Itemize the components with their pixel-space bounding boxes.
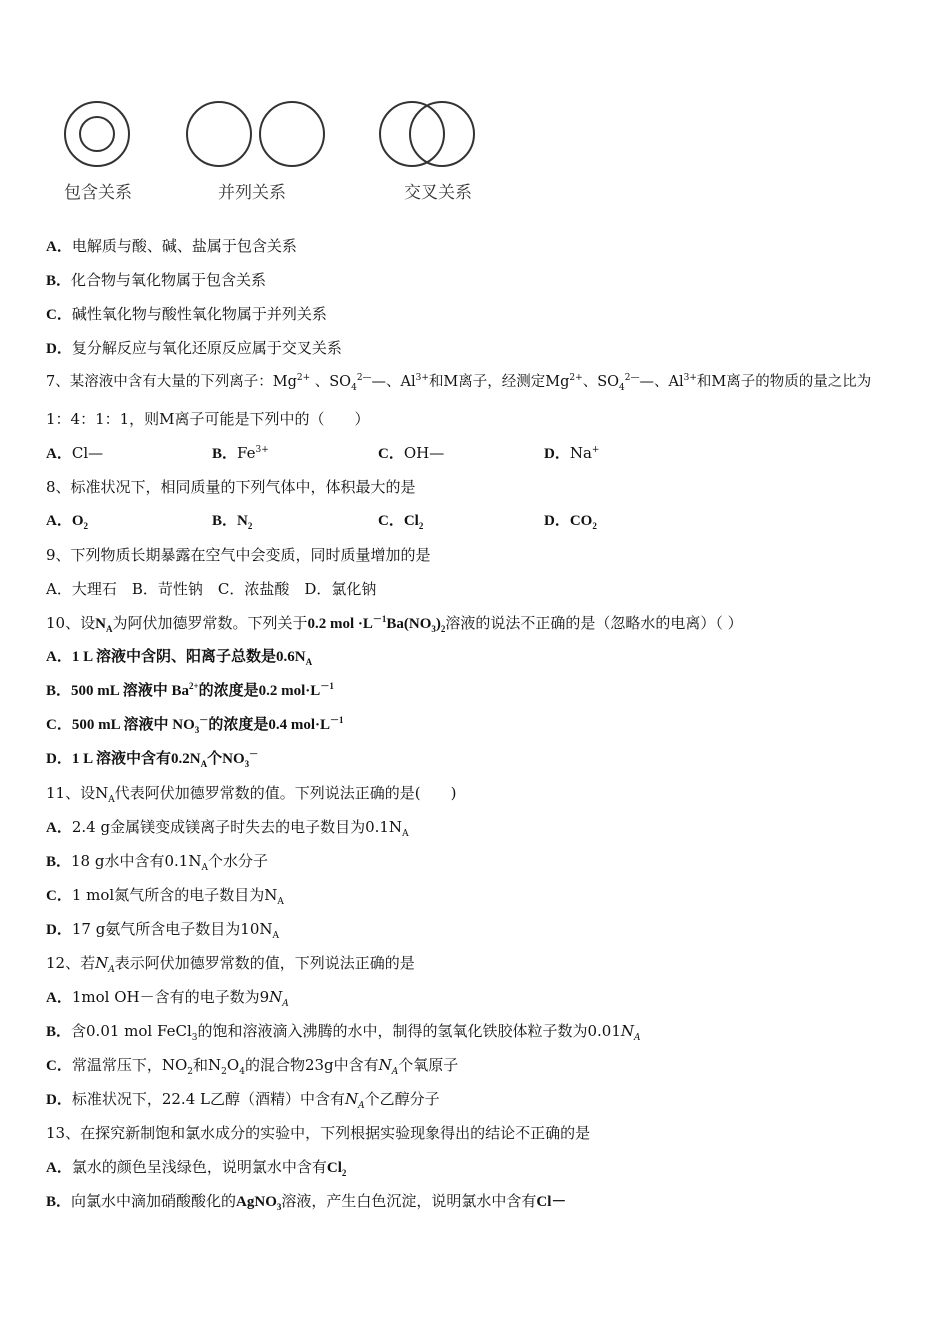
q6-option-b	[46, 270, 266, 291]
option-text: 复分解反应与氧化还原反应属于交叉关系	[71, 339, 342, 357]
text: 12、若	[46, 954, 96, 972]
sup: 2—	[356, 373, 372, 384]
text: 含0.01 mol FeCl	[71, 1022, 192, 1040]
text: 溶液的说法不正确的是（忽略水的电离）（ ）	[445, 614, 743, 632]
q11-option-b	[46, 851, 268, 872]
text: N	[344, 1090, 359, 1108]
text: 、SO	[582, 374, 620, 390]
sup: 2+	[569, 373, 583, 384]
q9-stem: 9、下列物质长期暴露在空气中会变质，同时质量增加的是	[46, 546, 431, 564]
text: 溶液中含阴、阳离子总数是	[96, 649, 277, 665]
text: 个	[207, 751, 223, 767]
sup: 3+	[255, 445, 269, 455]
text: 个乙醇分子	[364, 1090, 440, 1108]
option-letter: C．	[46, 717, 72, 733]
text: 1 L	[71, 751, 93, 767]
text: N	[378, 1056, 392, 1074]
text: N	[95, 954, 109, 972]
text: 0.4 mol·L	[268, 717, 330, 733]
text: 7、某溶液中含有大量的下列离子：Mg	[46, 374, 297, 390]
text: 常温常压下，NO	[71, 1056, 188, 1074]
sub: 2	[341, 1168, 347, 1178]
sup: －	[199, 715, 209, 725]
text: O	[226, 1056, 240, 1074]
q6-option-d	[46, 338, 342, 359]
text: 0.6N	[276, 649, 306, 665]
text: 0.2N	[171, 751, 201, 767]
parallel-left-circle	[187, 102, 251, 166]
sub: A	[200, 759, 208, 769]
text: NO	[172, 717, 195, 733]
text: －	[551, 1194, 567, 1210]
sub: 2	[592, 521, 597, 531]
sub: A	[105, 624, 113, 634]
parallel-label: 并列关系	[218, 183, 286, 203]
text: 溶液中	[123, 717, 169, 733]
option-text: 碱性氧化物与酸性氧化物属于并列关系	[71, 305, 327, 323]
sub: 4	[239, 1067, 245, 1077]
text: 的饱和溶液滴入沸腾的水中，制得的氢氧化铁胶体粒子数为0.01	[197, 1022, 621, 1040]
text: Ba(NO	[386, 616, 432, 632]
sub: 2	[418, 521, 424, 531]
q12-stem	[46, 953, 415, 973]
q8-option-c	[378, 511, 544, 531]
inclusion-outer-circle	[65, 102, 129, 166]
text: NO	[222, 751, 245, 767]
option-letter: B．	[212, 513, 238, 529]
option-letter: B．	[46, 854, 72, 870]
text: 500 mL	[71, 717, 120, 733]
sup: 2—	[624, 373, 640, 384]
sub: A	[201, 863, 208, 873]
q12-option-a	[46, 987, 289, 1008]
option-letter: C．	[46, 1058, 72, 1074]
sup: －	[249, 749, 259, 759]
q12-option-d	[46, 1089, 440, 1110]
sub: 2	[221, 1067, 227, 1077]
option-letter: C．	[46, 888, 72, 904]
text: 500 mL	[71, 683, 119, 699]
text: 表示阿伏加德罗常数的值，下列说法正确的是	[114, 954, 415, 972]
text: 标准状况下，22.4 L乙醇（酒精）中含有	[71, 1090, 345, 1108]
option-letter: A．	[46, 1160, 72, 1176]
text: 向氯水中滴加硝酸酸化的	[71, 1192, 237, 1210]
text: 、SO	[310, 374, 352, 390]
option-text: 化合物与氧化物属于包含关系	[71, 271, 267, 289]
sup: 3+	[415, 373, 429, 384]
option-text: CO	[569, 513, 593, 529]
option-letter: B．	[212, 446, 238, 462]
text: 个氧原子	[398, 1056, 459, 1074]
parallel-diagram	[187, 102, 324, 166]
text: 17 g氨气所含电子数目为10N	[71, 920, 273, 938]
text: 为阿伏加德罗常数。下列关于	[112, 614, 308, 632]
q12-option-b	[46, 1021, 641, 1042]
option-text: —	[429, 444, 445, 462]
option-text: Cl	[71, 444, 89, 462]
option-letter: D．	[46, 1092, 72, 1108]
q10-option-d	[46, 749, 258, 769]
text: 的混合物23g中含有	[244, 1056, 379, 1074]
text: 1 L	[71, 649, 93, 665]
option-text: —	[88, 444, 104, 462]
q8-stem: 8、标准状况下，相同质量的下列气体中，体积最大的是	[46, 478, 416, 496]
text: N	[269, 988, 283, 1006]
q10-stem	[46, 613, 743, 634]
text: 和M离子，经测定Mg	[428, 374, 570, 390]
sub: 3	[194, 725, 200, 735]
text: 0.2 mol ·L	[307, 616, 373, 632]
inclusion-inner-circle	[80, 117, 114, 151]
q7-stem-line2: 1：4：1：1，则M离子可能是下列中的（ ）	[46, 410, 370, 428]
sup: +	[591, 445, 600, 455]
q8-option-a	[46, 511, 212, 531]
q8-options	[46, 511, 746, 531]
sup: 2+	[188, 681, 199, 691]
option-letter: A．	[46, 513, 72, 529]
q6-option-a	[46, 236, 297, 257]
q13-option-a	[46, 1157, 346, 1178]
q6-option-c	[46, 304, 327, 325]
q7-options	[46, 443, 746, 464]
sub: A	[108, 965, 115, 975]
option-letter: A．	[46, 820, 72, 836]
sub: A	[282, 999, 289, 1009]
sub: 3	[431, 624, 436, 634]
sub: 3	[244, 759, 250, 769]
q10-option-c	[46, 715, 344, 735]
text: —、Al	[639, 374, 684, 390]
option-text: O	[71, 513, 84, 529]
option-letter: B．	[46, 683, 72, 699]
q7-option-b	[212, 443, 378, 464]
q12-option-c	[46, 1055, 458, 1076]
text: －	[139, 988, 155, 1006]
text: 和M离子的物质的量之比为	[696, 374, 872, 390]
q7-option-a	[46, 443, 212, 464]
text: 1 mol氮气所含的电子数目为N	[71, 886, 278, 904]
q10-option-a	[46, 647, 312, 667]
text: 的浓度是	[208, 717, 269, 733]
sub: A	[402, 829, 409, 839]
sub: A	[305, 657, 313, 667]
text: 2.4 g金属镁变成镁离子时失去的电子数目为0.1N	[71, 818, 403, 836]
text: 溶液中	[122, 683, 168, 699]
q7-stem-line1	[46, 372, 871, 392]
text: N	[95, 616, 106, 632]
sub: 2	[440, 624, 446, 634]
sub: 2	[187, 1067, 194, 1077]
intersection-label: 交叉关系	[404, 183, 472, 203]
inclusion-diagram	[65, 102, 129, 166]
parallel-right-circle	[260, 102, 324, 166]
text: 0.2 mol·L	[258, 683, 321, 699]
option-letter: A．	[46, 649, 72, 665]
text: AgNO	[236, 1194, 277, 1210]
intersection-left-circle	[380, 102, 444, 166]
option-letter: B．	[46, 1024, 72, 1040]
option-text: Fe	[237, 444, 256, 462]
option-letter: A．	[46, 990, 72, 1006]
q13-stem: 13、在探究新制饱和氯水成分的实验中，下列根据实验现象得出的结论不正确的是	[46, 1124, 591, 1142]
text: 的浓度是	[198, 683, 259, 699]
text: 溶液中含有	[96, 751, 172, 767]
intersection-diagram	[380, 102, 474, 166]
sub: 3	[276, 1202, 282, 1212]
text: 个水分子	[207, 852, 268, 870]
sub: 4	[619, 382, 625, 393]
sup: －1	[372, 614, 387, 624]
sub: A	[277, 897, 284, 907]
sub: 2	[247, 521, 253, 531]
sub: A	[272, 931, 280, 941]
text: N	[620, 1022, 635, 1040]
option-text: 电解质与酸、碱、盐属于包含关系	[71, 237, 297, 255]
q8-option-b	[212, 511, 378, 531]
q11-option-a	[46, 817, 409, 838]
option-letter: A．	[46, 446, 72, 462]
text: Cl	[326, 1160, 342, 1176]
sup: －1	[330, 715, 344, 725]
text: 含有的电子数为9	[154, 988, 270, 1006]
option-text: N	[237, 513, 248, 529]
option-letter: D．	[46, 922, 72, 938]
option-letter: D．	[46, 751, 72, 767]
sub: 3	[191, 1033, 198, 1043]
text: 氯水的颜色呈浅绿色，说明氯水中含有	[71, 1158, 327, 1176]
text: —、Al	[371, 374, 416, 390]
sub: A	[391, 1067, 399, 1077]
sub: A	[634, 1033, 641, 1043]
sup: 3+	[683, 373, 697, 384]
option-text: Na	[569, 444, 592, 462]
option-letter: C．	[378, 513, 404, 529]
sup: 2+	[296, 373, 311, 384]
q11-option-c	[46, 885, 284, 906]
option-letter: C．	[378, 446, 404, 462]
option-letter: D．	[544, 513, 570, 529]
inclusion-label: 包含关系	[64, 183, 132, 203]
q11-stem	[46, 783, 456, 803]
option-letter: B．	[46, 273, 72, 289]
option-letter: D．	[46, 341, 72, 357]
text: 代表阿伏加德罗常数的值。下列说法正确的是( )	[114, 784, 457, 802]
text: 和N	[193, 1056, 222, 1074]
q10-option-b	[46, 681, 334, 701]
text: Ba	[171, 683, 189, 699]
text: 10、设	[46, 614, 96, 632]
text: 溶液，产生白色沉淀，说明氯水中含有	[281, 1192, 537, 1210]
q7-option-c	[378, 443, 544, 464]
option-letter: D．	[544, 446, 570, 462]
q8-option-d	[544, 511, 710, 531]
sub: 2	[83, 521, 89, 531]
option-text: Cl	[403, 513, 419, 529]
text: 1mol OH	[71, 988, 140, 1006]
q13-option-b	[46, 1191, 566, 1212]
q11-option-d	[46, 919, 279, 940]
intersection-right-circle	[410, 102, 474, 166]
sub: A	[358, 1101, 365, 1111]
text: 18 g水中含有0.1N	[71, 852, 202, 870]
sub: 4	[351, 382, 357, 393]
text: )	[435, 616, 441, 632]
q7-option-d	[544, 443, 710, 464]
q9-options: A．大理石 B．苛性钠 C．浓盐酸 D．氯化钠	[46, 580, 377, 598]
sub: A	[108, 795, 115, 805]
text: Cl	[536, 1194, 552, 1210]
text: 11、设N	[46, 784, 109, 802]
option-text: OH	[403, 444, 430, 462]
option-letter: C．	[46, 307, 72, 323]
sup: －1	[320, 681, 334, 691]
option-letter: B．	[46, 1194, 72, 1210]
option-letter: A．	[46, 239, 72, 255]
